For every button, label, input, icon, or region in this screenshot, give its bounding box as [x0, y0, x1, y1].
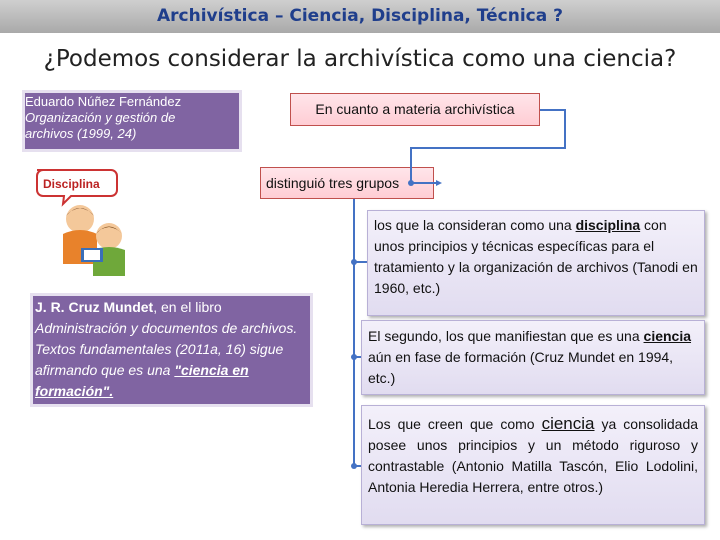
- main-question: ¿Podemos considerar la archivística como una ciencia?: [43, 46, 677, 72]
- group3-box: [361, 405, 705, 525]
- group1-keyword: disciplina: [575, 217, 641, 233]
- author-name: Eduardo Núñez Fernández: [25, 94, 182, 109]
- author-work-line2: archivos (1999, 24): [25, 126, 137, 141]
- cruz-text1: , en el libro: [153, 299, 222, 315]
- grupos-box: distinguió tres grupos: [260, 167, 434, 199]
- group3-after: ya consolidada posee unos principios y un método riguroso y contrastable (Antonio Matilla Tascón, Elio Lodolini, Antonia Heredia Herrera, entre otros.): [368, 416, 699, 495]
- cruz-name: J. R. Cruz Mundet: [35, 299, 154, 315]
- cruz-book: Administración y documentos de archivos. Textos fundamentales (2011a, 16) sigue afirmando que es una: [35, 320, 298, 378]
- group2-box: [361, 320, 705, 395]
- group2-before: El segundo, los que manifiestan que es una: [368, 328, 640, 344]
- group2-after: aún en fase de formación (Cruz Mundet en 1994, etc.): [368, 349, 674, 386]
- group2-keyword: ciencia: [643, 328, 692, 344]
- cruz-quote: "ciencia en formación".: [35, 362, 249, 399]
- cruz-mundet-box: [30, 293, 313, 407]
- header-title: Archivística – Ciencia, Disciplina, Técnica ?: [156, 6, 564, 26]
- group1-box: [367, 210, 705, 316]
- group3-before: Los que creen que como: [368, 416, 535, 432]
- materia-box: En cuanto a materia archivística: [290, 93, 540, 126]
- group1-after: con unos principios y técnicas específicas para el tratamiento y la organización de archivos (Tanodi en 1960, etc.): [374, 217, 698, 296]
- disciplina-badge-text: Disciplina: [43, 177, 100, 191]
- group3-keyword: ciencia: [541, 414, 595, 433]
- author-work-line1: Organización y gestión de: [25, 110, 176, 125]
- group1-before: los que la consideran como una: [374, 217, 572, 233]
- kids-reading-illustration: [35, 164, 155, 284]
